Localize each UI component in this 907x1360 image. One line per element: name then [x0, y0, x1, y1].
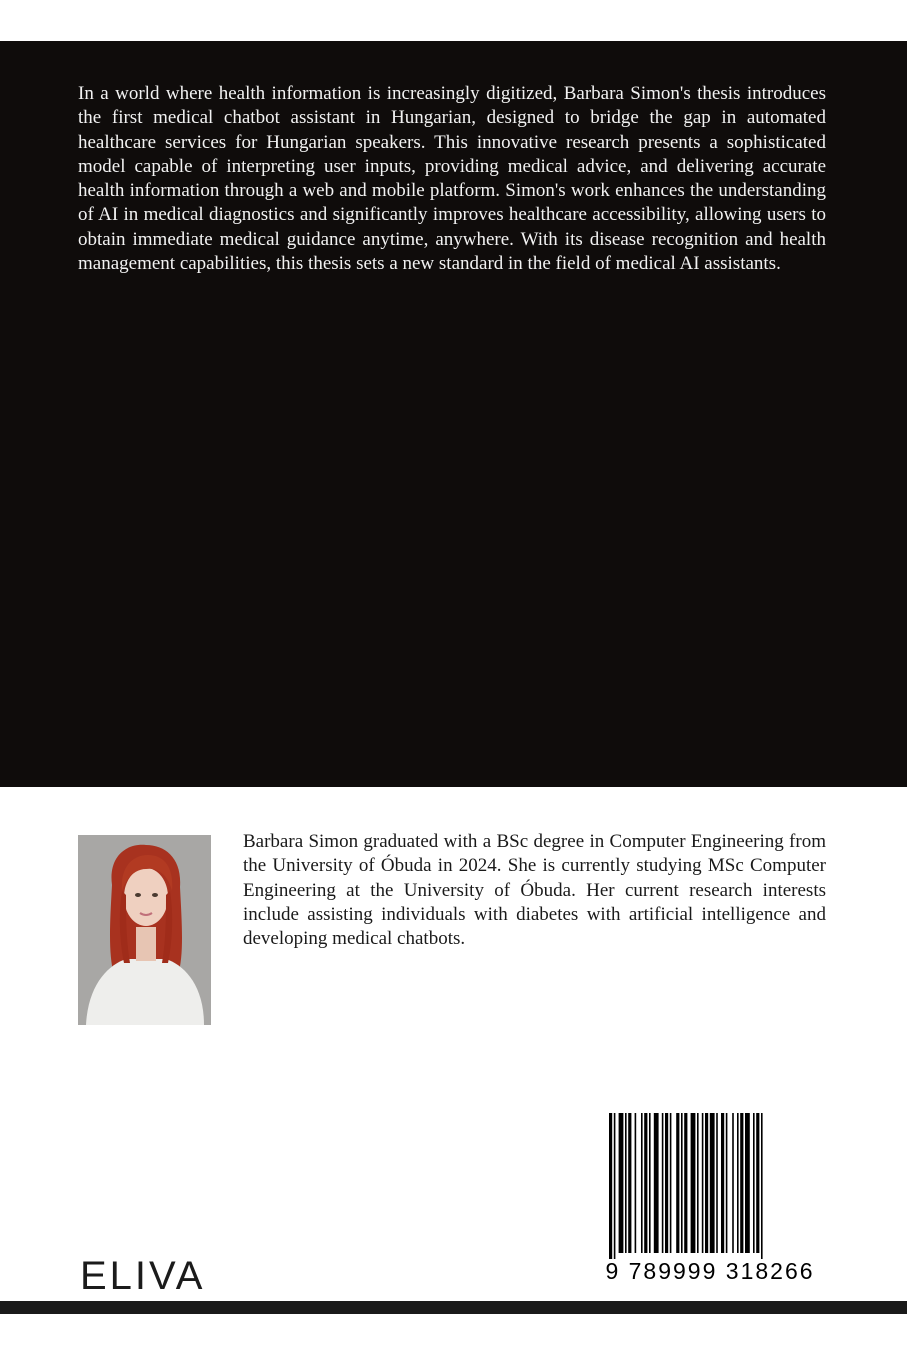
barcode-bar: [740, 1113, 743, 1253]
author-photo: [78, 835, 211, 1025]
barcode-bar: [721, 1113, 724, 1253]
barcode-bar: [662, 1113, 664, 1253]
barcode-bar: [737, 1113, 739, 1253]
barcode-bar: [609, 1113, 612, 1263]
barcode-bar: [753, 1113, 755, 1253]
isbn-barcode: [597, 1113, 823, 1283]
author-bio: Barbara Simon graduated with a BSc degree in Computer Engineering from the University of Óbuda in 2024. She is currently studying MSc Computer Engineering at the University of Óbuda. Her current research interests include assisting individuals with diabetes with artificial intelligence and developing medical chatbots.: [243, 831, 826, 950]
barcode-bar: [619, 1113, 624, 1253]
bottom-border-bar: [0, 1301, 907, 1314]
barcode-bar: [745, 1113, 750, 1253]
barcode-bar: [654, 1113, 659, 1253]
barcode-bar: [697, 1113, 699, 1253]
isbn-digits: 9 789999 318266: [597, 1259, 823, 1283]
barcode-bar: [710, 1113, 715, 1253]
barcode-bar: [702, 1113, 704, 1253]
barcode-bar: [644, 1113, 647, 1253]
publisher-logo-name: ELIVA: [80, 1254, 206, 1298]
barcode-bar: [614, 1113, 616, 1263]
barcode-bar: [756, 1113, 759, 1253]
barcode-bar: [670, 1113, 672, 1253]
barcode-bar: [716, 1113, 718, 1253]
barcode-bar: [625, 1113, 627, 1253]
barcode-bar: [635, 1113, 637, 1253]
barcode-bar: [684, 1113, 687, 1253]
barcode-bar: [641, 1113, 643, 1253]
barcode-bar: [681, 1113, 683, 1253]
barcode-bar: [665, 1113, 668, 1253]
book-blurb: In a world where health information is increasingly digitized, Barbara Simon's thesis introduces the first medical chatbot assistant in Hungarian, designed to bridge the gap in automated healthcare services for Hungarian speakers. This innovative research presents a sophisticated model capable of interpreting user inputs, providing medical advice, and delivering accurate health information through a web and mobile platform. Simon's work enhances the understanding of AI in medical diagnostics and significantly improves healthcare accessibility, allowing users to obtain immediate medical guidance anytime, anywhere. With its disease recognition and health management capabilities, this thesis sets a new standard in the field of medical AI assistants.: [78, 83, 826, 275]
barcode-bar: [761, 1113, 763, 1263]
barcode-bar: [649, 1113, 651, 1253]
barcode-bar: [726, 1113, 728, 1253]
barcode-bar: [691, 1113, 696, 1253]
barcode-bar: [628, 1113, 631, 1253]
barcode-bar: [732, 1113, 734, 1253]
barcode-bar: [676, 1113, 679, 1253]
barcode-bar: [705, 1113, 708, 1253]
